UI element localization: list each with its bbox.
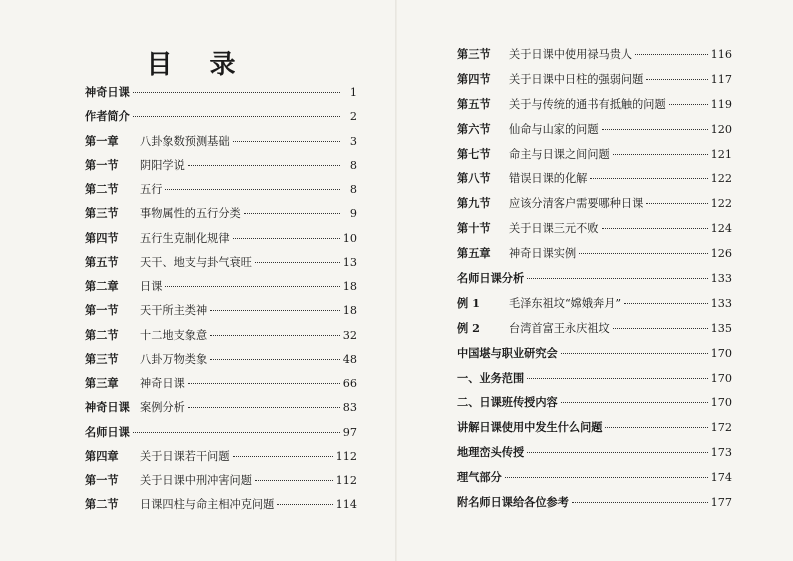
toc-entry-page: 3	[349, 134, 357, 148]
toc-entry-title: 台湾首富王永庆祖坟	[509, 321, 610, 335]
toc-entry-page: 18	[342, 304, 357, 318]
toc-entry-title: 五行	[140, 183, 163, 196]
toc-entry-label: 第七节	[457, 146, 491, 161]
toc-entry-title: 神奇日课实例	[509, 247, 577, 261]
toc-entry-page: 133	[710, 296, 732, 310]
toc-entry-label: 地理峦头传授	[457, 445, 525, 460]
toc-entry-page: 18	[342, 280, 357, 293]
toc-entry-label: 第二节	[85, 182, 119, 196]
toc-entry-label: 第一节	[85, 473, 119, 487]
toc-entry-page: 2	[349, 110, 357, 124]
toc-entry-label: 第二节	[85, 497, 119, 512]
toc-entry-page: 122	[710, 197, 732, 211]
dot-leader	[561, 352, 708, 354]
dot-leader	[133, 115, 340, 117]
toc-entry-title: 命主与日课之间问题	[509, 147, 610, 161]
toc-entry-page: 112	[335, 474, 357, 487]
dot-leader	[527, 377, 708, 379]
toc-entry-page: 170	[710, 346, 732, 360]
dot-leader	[277, 503, 332, 505]
toc-entry-label: 第四节	[85, 230, 119, 245]
toc-list-right	[457, 46, 732, 519]
dot-leader	[188, 406, 340, 408]
toc-entry	[457, 394, 732, 419]
toc-entry	[85, 351, 357, 375]
toc-entry-title: 仙命与山家的问题	[509, 122, 599, 136]
dot-leader	[527, 277, 708, 279]
toc-entry-label: 第八节	[457, 171, 491, 186]
toc-entry	[457, 419, 732, 444]
toc-entry	[85, 302, 357, 326]
dot-leader	[210, 358, 340, 360]
toc-entry	[457, 121, 732, 146]
dot-leader	[602, 128, 708, 130]
toc-entry-page: 66	[342, 377, 357, 390]
toc-entry-title: 日课四柱与命主相冲克问题	[140, 498, 275, 512]
toc-entry	[85, 205, 357, 229]
toc-entry-page: 9	[349, 207, 357, 221]
toc-entry-label: 二、日课班传授内容	[457, 395, 558, 410]
toc-entry	[457, 195, 732, 220]
toc-entry	[85, 108, 357, 132]
toc-entry-label: 例 1	[457, 295, 480, 310]
dot-leader	[210, 309, 340, 311]
dot-leader	[572, 501, 708, 503]
toc-entry-label: 一、业务范围	[457, 370, 525, 385]
toc-entry-page: 177	[710, 496, 732, 510]
toc-entry	[85, 472, 357, 496]
dot-leader	[233, 455, 333, 457]
toc-entry-page: 116	[710, 48, 732, 61]
toc-entry-label: 第二节	[85, 327, 119, 342]
dot-leader	[646, 78, 707, 80]
dot-leader	[635, 53, 708, 55]
toc-entry	[457, 170, 732, 195]
toc-entry	[457, 370, 732, 395]
toc-entry-label: 第一节	[85, 303, 119, 318]
toc-entry-page: 172	[710, 421, 732, 435]
right-page	[397, 0, 793, 561]
dot-leader	[255, 479, 333, 481]
toc-entry-label: 例 2	[457, 320, 480, 335]
toc-entry-label: 第五节	[85, 254, 119, 269]
toc-entry-page: 173	[710, 446, 732, 460]
toc-entry-label: 第三章	[85, 376, 119, 390]
toc-entry-page: 10	[342, 231, 357, 245]
toc-entry-page: 126	[710, 247, 732, 261]
toc-entry-page: 83	[342, 401, 357, 415]
toc-entry	[85, 230, 357, 254]
toc-entry-label: 第五节	[457, 96, 491, 111]
toc-entry-title: 关于与传统的通书有抵触的问题	[509, 97, 666, 111]
toc-entry	[85, 133, 357, 157]
toc-entry-page: 48	[342, 352, 357, 366]
toc-entry-title: 阴阳学说	[140, 158, 185, 172]
toc-entry	[85, 424, 357, 448]
dot-leader	[624, 302, 708, 304]
toc-entry-label: 神奇日课	[85, 400, 130, 415]
toc-entry	[457, 245, 732, 270]
toc-entry-title: 五行生克制化规律	[140, 231, 230, 245]
toc-entry-page: 121	[710, 147, 732, 161]
toc-entry-title: 关于日课中使用禄马贵人	[509, 48, 633, 61]
toc-entry-label: 第九节	[457, 196, 491, 211]
toc-entry-label: 第四节	[457, 71, 491, 86]
toc-entry-title: 应该分清客户需要哪种日课	[509, 197, 644, 211]
dot-leader	[233, 140, 340, 142]
toc-entry-label: 第三节	[457, 47, 491, 61]
toc-entry-page: 112	[335, 449, 357, 463]
toc-entry-page: 133	[710, 272, 732, 286]
dot-leader	[133, 91, 340, 93]
toc-entry-label: 第六节	[457, 121, 491, 136]
toc-entry-page: 170	[710, 371, 732, 385]
toc-entry	[85, 496, 357, 520]
dot-leader	[605, 426, 707, 428]
dot-leader	[133, 431, 340, 433]
toc-entry	[85, 399, 357, 423]
toc-list-left	[85, 84, 357, 521]
toc-entry	[85, 327, 357, 351]
toc-entry-page: 119	[710, 97, 732, 111]
toc-entry	[457, 220, 732, 245]
toc-entry-page: 135	[710, 321, 732, 335]
toc-entry-label: 作者简介	[85, 109, 130, 124]
toc-entry	[85, 84, 357, 108]
toc-entry-label: 第三节	[85, 206, 119, 221]
toc-entry	[457, 71, 732, 96]
toc-entry-label: 第一章	[85, 133, 119, 148]
toc-entry-page: 8	[349, 158, 357, 172]
toc-entry-title: 日课	[140, 280, 163, 293]
toc-entry-label: 中国堪与职业研究会	[457, 345, 558, 360]
toc-entry-label: 附名师日课给各位参考	[457, 495, 569, 510]
toc-entry-title: 八卦万物类象	[140, 352, 208, 366]
toc-entry-label: 第三节	[85, 351, 119, 366]
toc-entry-page: 97	[342, 425, 357, 439]
toc-entry	[457, 270, 732, 295]
toc-entry-title: 十二地支象意	[140, 328, 208, 342]
dot-leader	[165, 188, 340, 190]
toc-entry-page: 1	[349, 86, 357, 99]
toc-entry	[457, 469, 732, 494]
toc-entry	[457, 345, 732, 370]
left-page	[0, 0, 396, 561]
toc-entry	[85, 278, 357, 302]
dot-leader	[613, 153, 708, 155]
toc-entry-label: 第四章	[85, 448, 119, 463]
toc-entry	[85, 181, 357, 205]
toc-entry-title: 毛泽东祖坟“嫦娥奔月”	[509, 296, 622, 310]
toc-entry-title: 案例分析	[140, 401, 185, 415]
toc-entry-label: 名师日课	[85, 424, 130, 439]
dot-leader	[527, 451, 708, 453]
dot-leader	[646, 202, 707, 204]
toc-entry	[457, 146, 732, 171]
dot-leader	[561, 401, 708, 403]
toc-entry	[457, 444, 732, 469]
toc-entry	[457, 494, 732, 519]
toc-entry-label: 第十节	[457, 221, 491, 236]
toc-entry-page: 114	[335, 498, 357, 512]
toc-entry	[85, 157, 357, 181]
toc-entry-title: 八卦象数预测基础	[140, 134, 230, 148]
toc-title: 目 录	[146, 50, 250, 80]
toc-entry-label: 神奇日课	[85, 85, 130, 99]
toc-entry-label: 理气部分	[457, 470, 502, 485]
dot-leader	[613, 327, 708, 329]
toc-entry-title: 神奇日课	[140, 377, 185, 390]
dot-leader	[602, 227, 708, 229]
toc-entry-page: 32	[342, 328, 357, 342]
toc-entry-label: 第一节	[85, 157, 119, 172]
dot-leader	[244, 212, 340, 214]
toc-entry-page: 117	[710, 72, 732, 86]
toc-entry	[85, 254, 357, 278]
toc-entry-page: 8	[349, 183, 357, 196]
toc-entry-page: 170	[710, 396, 732, 410]
toc-entry-page: 174	[710, 471, 732, 485]
dot-leader	[505, 476, 708, 478]
toc-entry-page: 122	[710, 172, 732, 186]
toc-entry-title: 错误日课的化解	[509, 172, 588, 186]
toc-entry-page: 120	[710, 122, 732, 136]
dot-leader	[188, 382, 340, 384]
toc-entry-title: 天干、地支与卦气衰旺	[140, 255, 252, 269]
toc-entry-title: 关于日课若干问题	[140, 449, 230, 463]
toc-entry	[457, 320, 732, 345]
dot-leader	[669, 103, 708, 105]
dot-leader	[255, 261, 340, 263]
toc-entry-label: 第二章	[85, 279, 119, 293]
toc-entry-label: 第五章	[457, 246, 491, 261]
dot-leader	[590, 177, 707, 179]
toc-entry	[457, 295, 732, 320]
toc-entry-title: 关于日课中刑冲害问题	[140, 474, 252, 487]
dot-leader	[233, 237, 340, 239]
toc-entry-label: 讲解日课使用中发生什么问题	[457, 420, 603, 435]
toc-entry-title: 关于日课三元不败	[509, 222, 599, 236]
toc-entry-title: 关于日课中日柱的强弱问题	[509, 72, 644, 86]
toc-entry	[457, 46, 732, 71]
dot-leader	[165, 285, 339, 287]
dot-leader	[210, 334, 340, 336]
dot-leader	[579, 252, 708, 254]
toc-entry-page: 124	[710, 222, 732, 236]
toc-entry	[457, 96, 732, 121]
dot-leader	[188, 164, 340, 166]
toc-entry	[85, 448, 357, 472]
toc-entry-page: 13	[342, 255, 357, 269]
toc-entry-title: 天干所主类神	[140, 304, 208, 318]
toc-entry-label: 名师日课分析	[457, 271, 525, 286]
toc-entry-title: 事物属性的五行分类	[140, 207, 241, 221]
toc-entry	[85, 375, 357, 399]
